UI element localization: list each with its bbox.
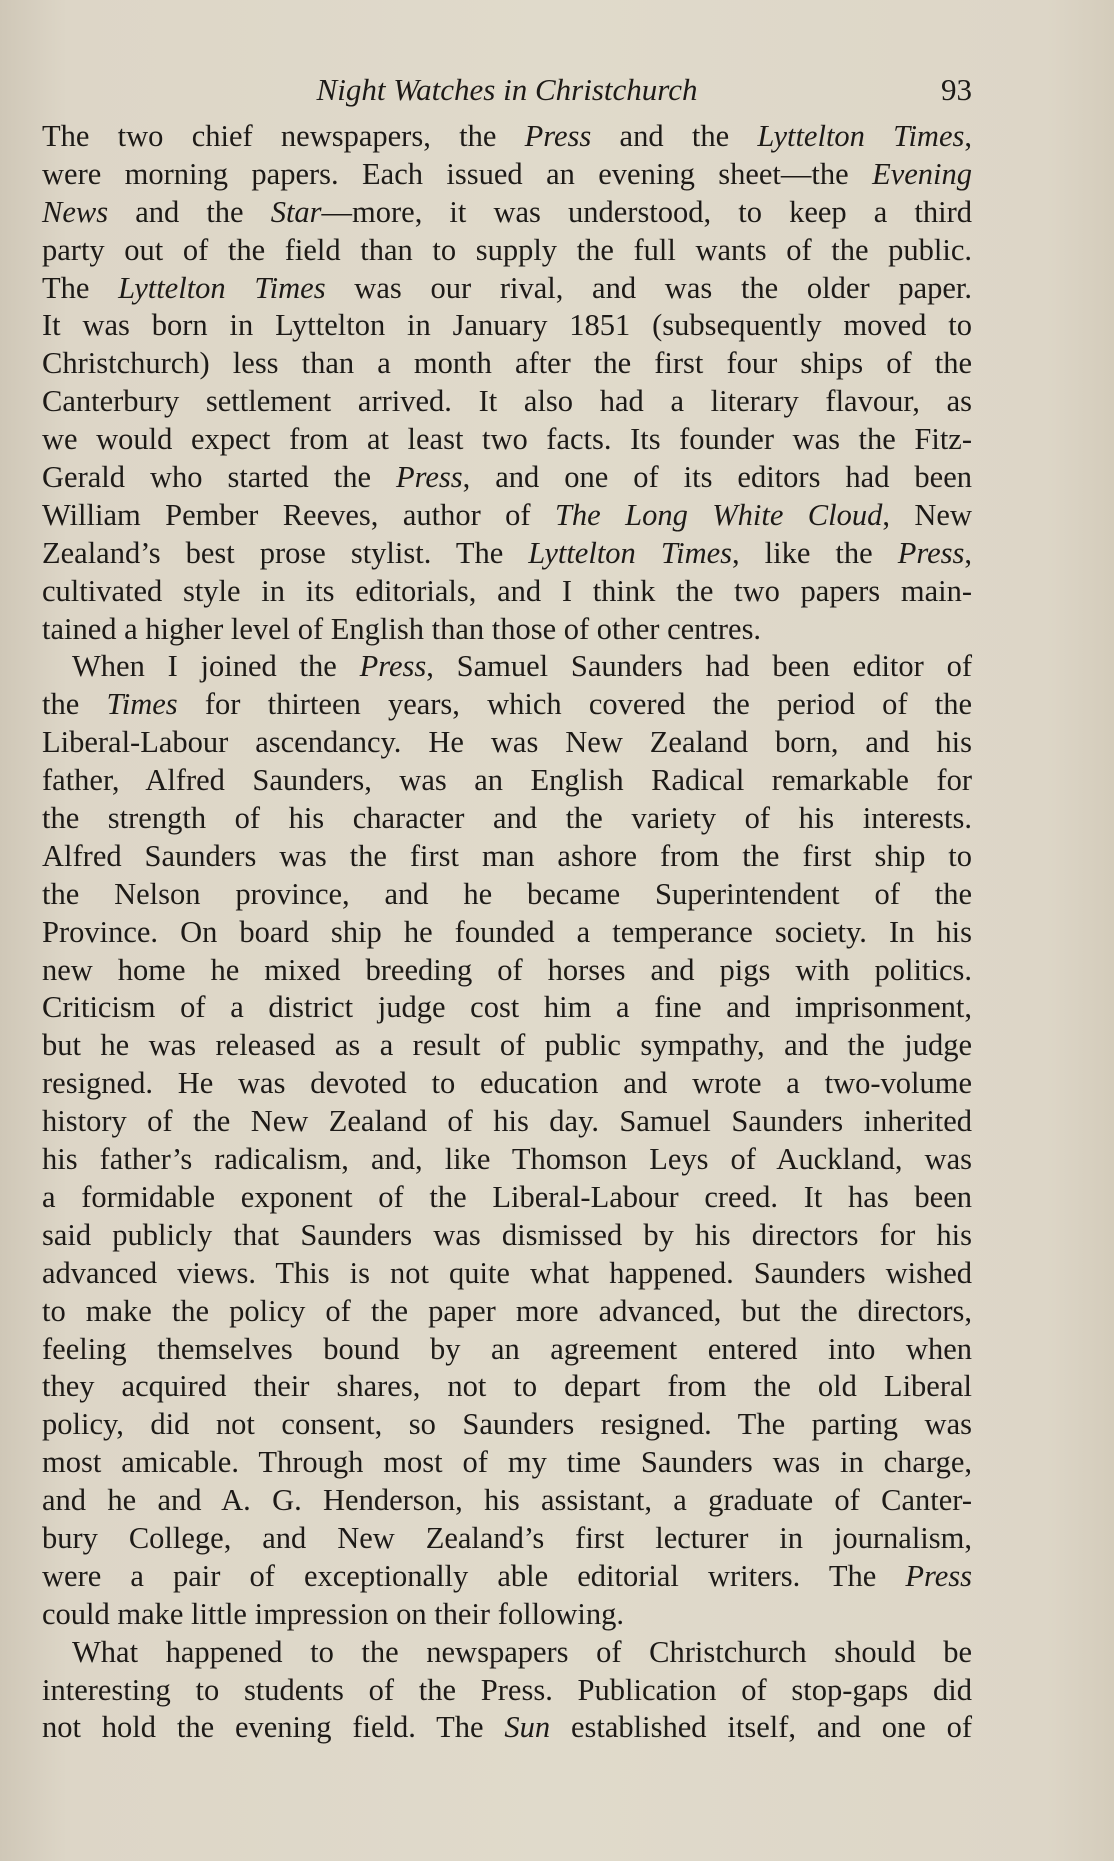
italic-span: Lyttelton Times: [118, 270, 326, 305]
text-span: established itself, and one of: [550, 1710, 972, 1745]
text-line: [42, 989, 972, 1027]
text-span: It was born in Lyttelton in January 1851 (subsequently moved to: [42, 308, 972, 343]
text-span: the: [42, 687, 107, 722]
text-span: for thirteen years, which covered the period of the: [177, 687, 972, 722]
text-line: [42, 1709, 972, 1747]
text-span: , and one of its editors had been: [462, 460, 972, 495]
text-line: [42, 686, 972, 724]
paragraph: [42, 118, 972, 648]
italic-span: Times: [106, 687, 178, 722]
text-line: [42, 535, 972, 573]
text-span: feeling themselves bound by an agreement entered into when: [42, 1331, 972, 1366]
text-line: [42, 800, 972, 838]
text-line: [42, 724, 972, 762]
text-span: was our rival, and was the older paper.: [325, 270, 972, 305]
text-line: [42, 497, 972, 535]
text-span: Criticism of a district judge cost him a fine and imprisonment,: [42, 990, 972, 1025]
text-span: we would expect from at least two facts. Its founder was the Fitz-: [42, 422, 972, 457]
italic-span: Lyttelton Times: [528, 535, 733, 570]
italic-span: Press: [359, 649, 427, 684]
running-title: Night Watches in Christchurch: [316, 72, 698, 107]
text-span: father, Alfred Saunders, was an English Radical remarkable for: [42, 763, 972, 798]
text-line: [42, 1672, 972, 1710]
italic-span: Press: [524, 119, 592, 153]
text-span: The two chief newspapers, the: [42, 119, 525, 153]
text-span: most amicable. Through most of my time Saunders was in charge,: [42, 1445, 972, 1480]
text-line: [42, 573, 972, 611]
text-line: [42, 1255, 972, 1293]
text-span: bury College, and New Zealand’s first lecturer in journalism,: [42, 1520, 972, 1555]
text-span: said publicly that Saunders was dismissed by his directors for his: [42, 1217, 972, 1252]
italic-span: Press: [395, 460, 463, 495]
text-line: [42, 1027, 972, 1065]
italic-span: Press: [897, 535, 965, 570]
paragraph: [42, 648, 972, 1633]
text-span: Zealand’s best prose stylist. The: [42, 535, 529, 570]
text-line: [42, 1406, 972, 1444]
text-span: Province. On board ship he founded a temperance society. In his: [42, 914, 972, 949]
text-span: the Nelson province, and he became Superintendent of the: [42, 876, 972, 911]
text-span: his father’s radicalism, and, like Thomson Leys of Auckland, was: [42, 1142, 972, 1177]
text-span: What happened to the newspapers of Christchurch should be: [72, 1634, 972, 1669]
text-line: [42, 1293, 972, 1331]
text-line: [42, 421, 972, 459]
text-line: [42, 1179, 972, 1217]
text-span: policy, did not consent, so Saunders resigned. The parting was: [42, 1407, 972, 1442]
text-line: [42, 914, 972, 952]
text-line: [42, 1596, 972, 1634]
text-span: , like the: [732, 535, 898, 570]
text-line: [42, 648, 972, 686]
text-span: , Samuel Saunders had been editor of: [426, 649, 972, 684]
text-span: to make the policy of the paper more advanced, but the directors,: [42, 1293, 972, 1328]
text-line: [42, 1368, 972, 1406]
text-span: Christchurch) less than a month after the first four ships of the: [42, 346, 972, 381]
text-line: [42, 232, 972, 270]
text-span: and the: [591, 119, 758, 153]
text-span: could make little impression on their following.: [42, 1596, 624, 1631]
text-span: they acquired their shares, not to depart from the old Liberal: [42, 1369, 972, 1404]
text-line: [42, 762, 972, 800]
text-span: interesting to students of the Press. Publication of stop-gaps did: [42, 1672, 972, 1707]
text-span: ,: [964, 119, 972, 153]
text-span: —more, it was understood, to keep a third: [321, 194, 972, 229]
text-line: [42, 118, 972, 156]
text-span: tained a higher level of English than those of other centres.: [42, 611, 762, 646]
text-span: and the: [108, 194, 271, 229]
text-line: [42, 1634, 972, 1672]
text-span: history of the New Zealand of his day. Samuel Saunders inherited: [42, 1104, 972, 1139]
text-span: Alfred Saunders was the first man ashore from the first ship to: [42, 838, 972, 873]
text-line: [42, 1444, 972, 1482]
text-line: [42, 307, 972, 345]
text-line: [42, 270, 972, 308]
italic-span: Lyttelton Times: [757, 119, 965, 153]
text-line: [42, 1217, 972, 1255]
text-span: and he and A. G. Henderson, his assistant, a graduate of Canter-: [42, 1483, 972, 1518]
text-span: but he was released as a result of public sympathy, and the judge: [42, 1028, 972, 1063]
text-line: [42, 1558, 972, 1596]
text-line: [42, 1141, 972, 1179]
text-span: party out of the field than to supply the full wants of the public.: [42, 232, 972, 267]
text-line: [42, 156, 972, 194]
italic-span: News: [42, 194, 109, 229]
text-span: resigned. He was devoted to education and wrote a two-volume: [42, 1066, 972, 1101]
italic-span: Sun: [504, 1710, 551, 1745]
running-head: [42, 68, 972, 112]
italic-span: Star: [270, 194, 322, 229]
text-span: , New: [882, 497, 972, 532]
text-line: [42, 459, 972, 497]
body-text: [42, 118, 972, 1747]
text-span: Canterbury settlement arrived. It also had a literary flavour, as: [42, 384, 972, 419]
italic-span: The Long White Cloud: [554, 497, 883, 532]
text-line: [42, 1520, 972, 1558]
text-span: a formidable exponent of the Liberal-Labour creed. It has been: [42, 1179, 972, 1214]
paragraph: [42, 1634, 972, 1748]
text-span: William Pember Reeves, author of: [42, 497, 555, 532]
text-span: When I joined the: [72, 649, 360, 684]
text-span: Liberal-Labour ascendancy. He was New Zealand born, and his: [42, 725, 972, 760]
text-span: not hold the evening field. The: [42, 1710, 505, 1745]
text-line: [42, 611, 972, 649]
italic-span: Evening: [872, 156, 972, 191]
text-span: the strength of his character and the variety of his interests.: [42, 801, 972, 836]
text-span: advanced views. This is not quite what happened. Saunders wished: [42, 1255, 972, 1290]
text-span: were a pair of exceptionally able editorial writers. The: [42, 1558, 906, 1593]
text-line: [42, 1103, 972, 1141]
text-line: [42, 194, 972, 232]
text-line: [42, 345, 972, 383]
text-line: [42, 1331, 972, 1369]
text-line: [42, 383, 972, 421]
text-span: The: [42, 270, 119, 305]
text-span: ,: [964, 535, 972, 570]
text-line: [42, 876, 972, 914]
page-number: 93: [941, 72, 972, 107]
text-span: were morning papers. Each issued an evening sheet—the: [42, 156, 873, 191]
text-span: cultivated style in its editorials, and I think the two papers main-: [42, 573, 972, 608]
text-span: Gerald who started the: [42, 460, 396, 495]
text-line: [42, 838, 972, 876]
text-line: [42, 1482, 972, 1520]
text-span: new home he mixed breeding of horses and pigs with politics.: [42, 952, 972, 987]
text-line: [42, 1065, 972, 1103]
italic-span: Press: [905, 1558, 972, 1593]
text-line: [42, 952, 972, 990]
